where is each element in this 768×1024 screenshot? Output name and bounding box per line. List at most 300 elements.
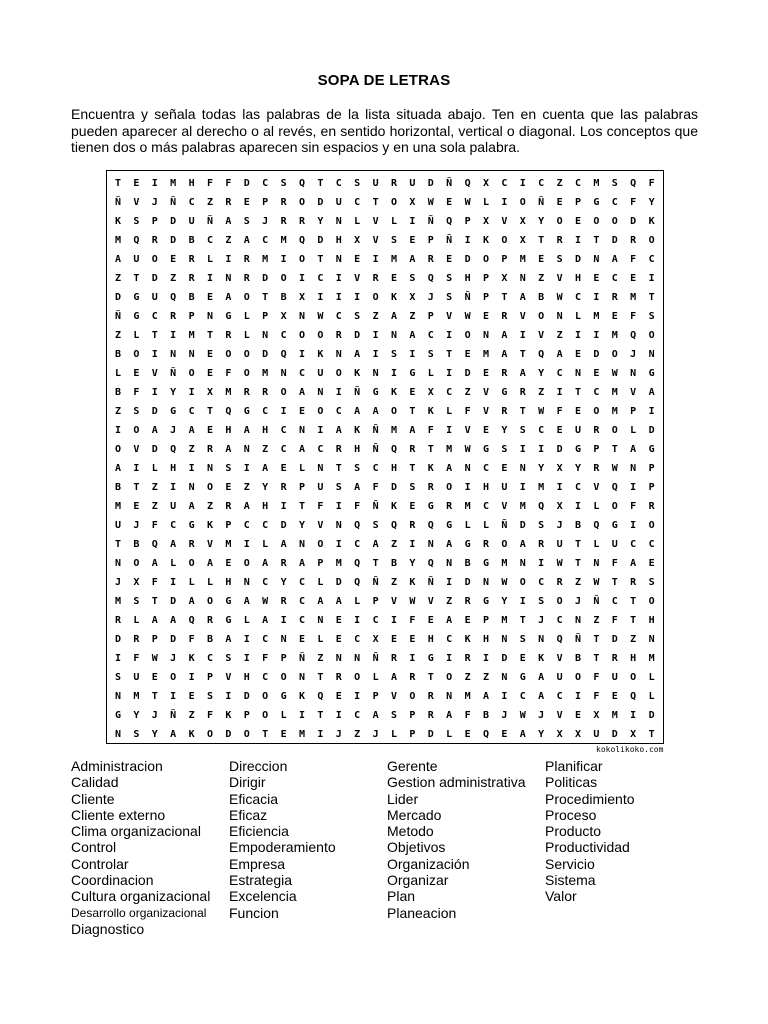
grid-letter[interactable]: T <box>611 577 618 588</box>
grid-letter[interactable]: S <box>519 425 526 436</box>
grid-letter[interactable]: K <box>648 216 655 227</box>
grid-letter[interactable]: N <box>427 539 434 550</box>
grid-letter[interactable]: G <box>188 520 195 531</box>
grid-letter[interactable]: X <box>409 197 416 208</box>
grid-letter[interactable]: Z <box>409 311 416 322</box>
grid-letter[interactable]: A <box>390 672 398 683</box>
grid-letter[interactable]: R <box>335 444 342 455</box>
grid-letter[interactable]: Y <box>574 463 582 474</box>
grid-letter[interactable]: M <box>611 406 618 417</box>
grid-letter[interactable]: V <box>446 311 453 322</box>
grid-letter[interactable]: A <box>188 501 195 512</box>
grid-letter[interactable]: O <box>206 482 214 493</box>
grid-letter[interactable]: O <box>243 349 250 360</box>
grid-letter[interactable]: O <box>648 596 655 607</box>
grid-letter[interactable]: Z <box>114 330 122 341</box>
grid-letter[interactable]: O <box>170 672 177 683</box>
grid-letter[interactable]: B <box>574 520 582 531</box>
grid-letter[interactable]: Z <box>151 501 158 512</box>
grid-letter[interactable]: R <box>556 235 563 246</box>
grid-letter[interactable]: B <box>482 710 490 721</box>
grid-letter[interactable]: U <box>409 178 416 189</box>
grid-letter[interactable]: O <box>409 691 416 702</box>
grid-letter[interactable]: I <box>225 254 232 265</box>
grid-letter[interactable]: M <box>114 501 122 512</box>
grid-letter[interactable]: I <box>298 273 306 284</box>
grid-letter[interactable]: K <box>464 634 471 645</box>
grid-letter[interactable]: R <box>501 406 508 417</box>
grid-letter[interactable]: T <box>427 444 434 455</box>
grid-letter[interactable]: K <box>206 520 214 531</box>
grid-letter[interactable]: I <box>335 387 342 398</box>
grid-letter[interactable]: N <box>298 672 306 683</box>
grid-letter[interactable]: R <box>280 482 287 493</box>
grid-letter[interactable]: R <box>630 235 637 246</box>
grid-letter[interactable]: Ñ <box>170 368 177 379</box>
grid-letter[interactable]: E <box>574 349 582 360</box>
grid-letter[interactable]: S <box>390 349 398 360</box>
grid-letter[interactable]: Ñ <box>372 653 379 664</box>
grid-letter[interactable]: A <box>446 710 453 721</box>
grid-letter[interactable]: B <box>114 482 122 493</box>
grid-letter[interactable]: R <box>556 577 563 588</box>
grid-letter[interactable]: D <box>151 444 158 455</box>
grid-letter[interactable]: Z <box>188 444 195 455</box>
grid-letter[interactable]: N <box>280 634 287 645</box>
grid-letter[interactable]: E <box>427 615 434 626</box>
grid-letter[interactable]: F <box>225 178 232 189</box>
grid-letter[interactable]: Ñ <box>170 197 177 208</box>
grid-letter[interactable]: A <box>206 558 214 569</box>
grid-letter[interactable]: I <box>574 501 582 512</box>
grid-letter[interactable]: H <box>354 444 361 455</box>
grid-letter[interactable]: E <box>574 216 582 227</box>
grid-letter[interactable]: R <box>335 672 342 683</box>
grid-letter[interactable]: I <box>482 653 490 664</box>
grid-letter[interactable]: J <box>574 596 582 607</box>
grid-letter[interactable]: I <box>280 254 287 265</box>
grid-letter[interactable]: L <box>446 406 453 417</box>
grid-letter[interactable]: R <box>630 577 637 588</box>
grid-letter[interactable]: R <box>206 444 214 455</box>
grid-letter[interactable]: T <box>611 444 618 455</box>
grid-letter[interactable]: O <box>298 254 306 265</box>
grid-letter[interactable]: U <box>317 482 324 493</box>
grid-letter[interactable]: G <box>482 558 490 569</box>
grid-letter[interactable]: D <box>170 216 177 227</box>
grid-letter[interactable]: M <box>335 558 342 569</box>
grid-letter[interactable]: C <box>648 539 655 550</box>
grid-letter[interactable]: C <box>170 520 177 531</box>
grid-letter[interactable]: I <box>630 520 637 531</box>
grid-letter[interactable]: A <box>114 254 122 265</box>
grid-letter[interactable]: T <box>574 387 582 398</box>
grid-letter[interactable]: K <box>390 292 398 303</box>
grid-letter[interactable]: D <box>390 482 398 493</box>
grid-letter[interactable]: D <box>114 292 122 303</box>
grid-letter[interactable]: O <box>243 729 250 740</box>
grid-letter[interactable]: M <box>188 330 195 341</box>
grid-letter[interactable]: C <box>262 634 269 645</box>
grid-letter[interactable]: E <box>593 368 600 379</box>
grid-letter[interactable]: O <box>225 349 232 360</box>
grid-letter[interactable]: N <box>206 311 214 322</box>
grid-letter[interactable]: S <box>114 672 122 683</box>
grid-letter[interactable]: A <box>519 539 526 550</box>
grid-letter[interactable]: B <box>574 653 582 664</box>
grid-letter[interactable]: I <box>409 539 416 550</box>
grid-letter[interactable]: C <box>630 539 637 550</box>
grid-letter[interactable]: K <box>317 349 324 360</box>
grid-letter[interactable]: O <box>133 425 140 436</box>
grid-letter[interactable]: E <box>206 292 214 303</box>
grid-letter[interactable]: H <box>482 482 490 493</box>
grid-letter[interactable]: U <box>133 254 140 265</box>
grid-letter[interactable]: U <box>501 482 508 493</box>
grid-letter[interactable]: N <box>630 368 637 379</box>
grid-letter[interactable]: A <box>262 615 269 626</box>
grid-letter[interactable]: D <box>354 330 361 341</box>
grid-letter[interactable]: A <box>446 463 453 474</box>
grid-letter[interactable]: I <box>298 349 306 360</box>
grid-letter[interactable]: I <box>409 349 416 360</box>
grid-letter[interactable]: I <box>409 216 416 227</box>
grid-letter[interactable]: H <box>170 463 177 474</box>
grid-letter[interactable]: I <box>243 653 250 664</box>
grid-letter[interactable]: I <box>243 463 250 474</box>
grid-letter[interactable]: C <box>519 691 526 702</box>
grid-letter[interactable]: C <box>574 482 582 493</box>
grid-letter[interactable]: R <box>409 444 416 455</box>
grid-letter[interactable]: E <box>482 425 490 436</box>
grid-letter[interactable]: X <box>372 634 379 645</box>
grid-letter[interactable]: S <box>133 406 140 417</box>
grid-letter[interactable]: O <box>611 425 618 436</box>
grid-letter[interactable]: G <box>133 311 140 322</box>
grid-letter[interactable]: R <box>611 292 618 303</box>
grid-letter[interactable]: I <box>372 254 379 265</box>
grid-letter[interactable]: R <box>427 710 434 721</box>
grid-letter[interactable]: I <box>170 691 177 702</box>
grid-letter[interactable]: E <box>482 368 490 379</box>
grid-letter[interactable]: L <box>482 520 490 531</box>
grid-letter[interactable]: R <box>225 197 232 208</box>
grid-letter[interactable]: V <box>427 596 434 607</box>
grid-letter[interactable]: R <box>482 539 490 550</box>
grid-letter[interactable]: Q <box>188 615 195 626</box>
grid-letter[interactable]: T <box>317 710 324 721</box>
grid-letter[interactable]: I <box>206 273 214 284</box>
grid-letter[interactable]: K <box>390 387 398 398</box>
grid-letter[interactable]: I <box>519 444 526 455</box>
grid-letter[interactable]: W <box>464 311 471 322</box>
grid-letter[interactable]: T <box>409 406 416 417</box>
grid-letter[interactable]: D <box>151 406 158 417</box>
grid-letter[interactable]: D <box>170 596 177 607</box>
grid-letter[interactable]: N <box>574 368 582 379</box>
grid-letter[interactable]: I <box>446 425 453 436</box>
grid-letter[interactable]: S <box>538 520 545 531</box>
grid-letter[interactable]: Z <box>464 672 471 683</box>
grid-letter[interactable]: T <box>593 634 600 645</box>
grid-letter[interactable]: F <box>151 577 158 588</box>
grid-letter[interactable]: Ñ <box>427 216 434 227</box>
grid-letter[interactable]: A <box>243 501 250 512</box>
grid-letter[interactable]: I <box>151 178 158 189</box>
grid-letter[interactable]: C <box>298 615 306 626</box>
grid-letter[interactable]: E <box>648 558 655 569</box>
grid-letter[interactable]: A <box>354 406 361 417</box>
grid-letter[interactable]: I <box>501 197 508 208</box>
grid-letter[interactable]: L <box>593 539 600 550</box>
grid-letter[interactable]: I <box>593 292 600 303</box>
grid-letter[interactable]: O <box>335 368 342 379</box>
grid-letter[interactable]: A <box>501 349 508 360</box>
grid-letter[interactable]: T <box>151 596 158 607</box>
grid-letter[interactable]: M <box>262 368 269 379</box>
grid-letter[interactable]: J <box>335 729 342 740</box>
grid-letter[interactable]: O <box>262 691 269 702</box>
grid-letter[interactable]: S <box>335 482 342 493</box>
grid-letter[interactable]: N <box>335 216 342 227</box>
grid-letter[interactable]: C <box>501 178 508 189</box>
grid-letter[interactable]: S <box>354 178 361 189</box>
grid-letter[interactable]: Z <box>390 539 398 550</box>
grid-letter[interactable]: I <box>188 463 195 474</box>
grid-letter[interactable]: D <box>151 273 158 284</box>
grid-letter[interactable]: X <box>482 178 490 189</box>
grid-letter[interactable]: I <box>464 482 471 493</box>
grid-letter[interactable]: O <box>243 368 250 379</box>
grid-letter[interactable]: C <box>298 596 306 607</box>
grid-letter[interactable]: V <box>354 273 361 284</box>
grid-letter[interactable]: R <box>648 501 655 512</box>
grid-letter[interactable]: S <box>648 577 655 588</box>
grid-letter[interactable]: P <box>464 216 471 227</box>
grid-letter[interactable]: I <box>335 273 342 284</box>
grid-letter[interactable]: B <box>538 292 545 303</box>
grid-letter[interactable]: S <box>446 273 453 284</box>
grid-letter[interactable]: V <box>482 406 490 417</box>
grid-letter[interactable]: D <box>262 273 269 284</box>
grid-letter[interactable]: I <box>151 387 158 398</box>
grid-letter[interactable]: R <box>611 653 618 664</box>
grid-letter[interactable]: R <box>170 311 177 322</box>
grid-letter[interactable]: I <box>151 349 158 360</box>
grid-letter[interactable]: A <box>372 406 379 417</box>
grid-letter[interactable]: R <box>464 653 471 664</box>
grid-letter[interactable]: T <box>427 672 434 683</box>
grid-letter[interactable]: B <box>280 292 287 303</box>
grid-letter[interactable]: L <box>648 691 655 702</box>
grid-letter[interactable]: E <box>225 558 232 569</box>
grid-letter[interactable]: E <box>538 254 545 265</box>
grid-letter[interactable]: Z <box>114 273 122 284</box>
grid-letter[interactable]: I <box>409 653 416 664</box>
grid-letter[interactable]: A <box>446 615 453 626</box>
grid-letter[interactable]: N <box>114 558 122 569</box>
grid-letter[interactable]: Z <box>372 311 379 322</box>
grid-letter[interactable]: Y <box>538 463 545 474</box>
grid-letter[interactable]: H <box>225 577 232 588</box>
grid-letter[interactable]: K <box>427 406 434 417</box>
grid-letter[interactable]: F <box>630 311 637 322</box>
grid-letter[interactable]: N <box>188 482 195 493</box>
grid-letter[interactable]: C <box>280 444 287 455</box>
grid-letter[interactable]: A <box>335 425 342 436</box>
grid-letter[interactable]: G <box>409 368 416 379</box>
grid-letter[interactable]: A <box>225 444 232 455</box>
grid-letter[interactable]: Q <box>354 577 361 588</box>
grid-letter[interactable]: E <box>298 406 306 417</box>
grid-letter[interactable]: C <box>372 463 379 474</box>
grid-letter[interactable]: Z <box>114 406 122 417</box>
grid-letter[interactable]: L <box>206 577 214 588</box>
grid-letter[interactable]: U <box>611 539 618 550</box>
grid-letter[interactable]: I <box>280 615 287 626</box>
grid-letter[interactable]: V <box>390 691 398 702</box>
grid-letter[interactable]: F <box>206 178 214 189</box>
grid-letter[interactable]: E <box>464 615 471 626</box>
grid-letter[interactable]: G <box>501 387 508 398</box>
grid-letter[interactable]: V <box>501 501 508 512</box>
grid-letter[interactable]: C <box>262 672 269 683</box>
grid-letter[interactable]: U <box>133 672 140 683</box>
grid-letter[interactable]: I <box>335 292 342 303</box>
grid-letter[interactable]: H <box>243 672 250 683</box>
grid-letter[interactable]: G <box>243 406 250 417</box>
grid-letter[interactable]: Q <box>354 558 361 569</box>
grid-letter[interactable]: Y <box>170 387 177 398</box>
grid-letter[interactable]: G <box>114 710 122 721</box>
grid-letter[interactable]: N <box>630 463 637 474</box>
grid-letter[interactable]: Z <box>206 197 214 208</box>
grid-letter[interactable]: Q <box>280 349 287 360</box>
grid-letter[interactable]: U <box>188 216 195 227</box>
grid-letter[interactable]: U <box>611 672 618 683</box>
grid-letter[interactable]: N <box>243 577 250 588</box>
grid-letter[interactable]: X <box>519 235 526 246</box>
grid-letter[interactable]: B <box>464 558 471 569</box>
grid-letter[interactable]: A <box>151 425 158 436</box>
grid-letter[interactable]: F <box>611 615 618 626</box>
grid-letter[interactable]: V <box>482 387 490 398</box>
grid-letter[interactable]: R <box>133 634 140 645</box>
grid-letter[interactable]: N <box>501 634 508 645</box>
grid-letter[interactable]: Ñ <box>464 292 471 303</box>
grid-letter[interactable]: N <box>648 349 655 360</box>
grid-letter[interactable]: L <box>133 330 140 341</box>
grid-letter[interactable]: E <box>501 729 508 740</box>
grid-letter[interactable]: U <box>151 292 158 303</box>
grid-letter[interactable]: I <box>446 653 453 664</box>
grid-letter[interactable]: L <box>390 729 398 740</box>
grid-letter[interactable]: N <box>335 653 342 664</box>
grid-letter[interactable]: L <box>188 577 195 588</box>
grid-letter[interactable]: C <box>593 387 600 398</box>
grid-letter[interactable]: I <box>225 691 232 702</box>
grid-letter[interactable]: Ñ <box>446 178 453 189</box>
grid-letter[interactable]: C <box>262 235 269 246</box>
grid-letter[interactable]: L <box>133 615 140 626</box>
grid-letter[interactable]: D <box>648 710 655 721</box>
grid-letter[interactable]: G <box>593 197 600 208</box>
grid-letter[interactable]: N <box>519 463 526 474</box>
grid-letter[interactable]: A <box>519 368 526 379</box>
grid-letter[interactable]: H <box>427 634 434 645</box>
grid-letter[interactable]: A <box>243 425 250 436</box>
grid-letter[interactable]: C <box>151 311 158 322</box>
grid-letter[interactable]: A <box>170 615 177 626</box>
grid-letter[interactable]: I <box>630 710 637 721</box>
grid-letter[interactable]: X <box>556 463 563 474</box>
grid-letter[interactable]: L <box>298 463 306 474</box>
grid-letter[interactable]: U <box>114 520 122 531</box>
grid-letter[interactable]: I <box>538 558 545 569</box>
grid-letter[interactable]: N <box>335 349 342 360</box>
grid-letter[interactable]: A <box>482 691 490 702</box>
grid-letter[interactable]: N <box>243 444 250 455</box>
grid-letter[interactable]: D <box>611 634 618 645</box>
grid-letter[interactable]: A <box>630 444 637 455</box>
grid-letter[interactable]: C <box>354 197 361 208</box>
grid-letter[interactable]: P <box>574 197 582 208</box>
grid-letter[interactable]: R <box>262 387 269 398</box>
grid-letter[interactable]: A <box>409 330 416 341</box>
grid-letter[interactable]: Z <box>354 729 361 740</box>
grid-letter[interactable]: S <box>133 216 140 227</box>
grid-letter[interactable]: R <box>427 482 434 493</box>
grid-letter[interactable]: G <box>133 292 140 303</box>
grid-letter[interactable]: R <box>243 273 250 284</box>
grid-letter[interactable]: T <box>593 235 600 246</box>
grid-letter[interactable]: S <box>280 178 287 189</box>
grid-letter[interactable]: M <box>298 729 306 740</box>
grid-letter[interactable]: M <box>464 501 471 512</box>
grid-letter[interactable]: Q <box>170 444 177 455</box>
grid-letter[interactable]: R <box>335 330 342 341</box>
grid-letter[interactable]: Q <box>151 539 158 550</box>
grid-letter[interactable]: Z <box>538 273 545 284</box>
grid-letter[interactable]: J <box>427 292 434 303</box>
grid-letter[interactable]: F <box>648 178 655 189</box>
grid-letter[interactable]: H <box>648 615 655 626</box>
grid-letter[interactable]: S <box>409 273 416 284</box>
grid-letter[interactable]: E <box>519 653 526 664</box>
grid-letter[interactable]: D <box>464 254 471 265</box>
grid-letter[interactable]: E <box>335 691 342 702</box>
grid-letter[interactable]: E <box>335 615 342 626</box>
grid-letter[interactable]: B <box>114 349 122 360</box>
grid-letter[interactable]: M <box>114 596 122 607</box>
grid-letter[interactable]: Z <box>630 634 637 645</box>
grid-letter[interactable]: E <box>611 691 618 702</box>
grid-letter[interactable]: R <box>390 178 398 189</box>
grid-letter[interactable]: D <box>427 729 434 740</box>
grid-letter[interactable]: W <box>262 596 269 607</box>
grid-letter[interactable]: S <box>556 254 563 265</box>
grid-letter[interactable]: I <box>519 178 526 189</box>
grid-letter[interactable]: R <box>519 387 526 398</box>
grid-letter[interactable]: C <box>317 444 324 455</box>
grid-letter[interactable]: O <box>114 444 122 455</box>
grid-letter[interactable]: B <box>114 387 122 398</box>
grid-letter[interactable]: X <box>280 311 287 322</box>
grid-letter[interactable]: M <box>501 615 508 626</box>
grid-letter[interactable]: C <box>206 653 214 664</box>
grid-letter[interactable]: D <box>574 254 582 265</box>
grid-letter[interactable]: A <box>188 596 195 607</box>
